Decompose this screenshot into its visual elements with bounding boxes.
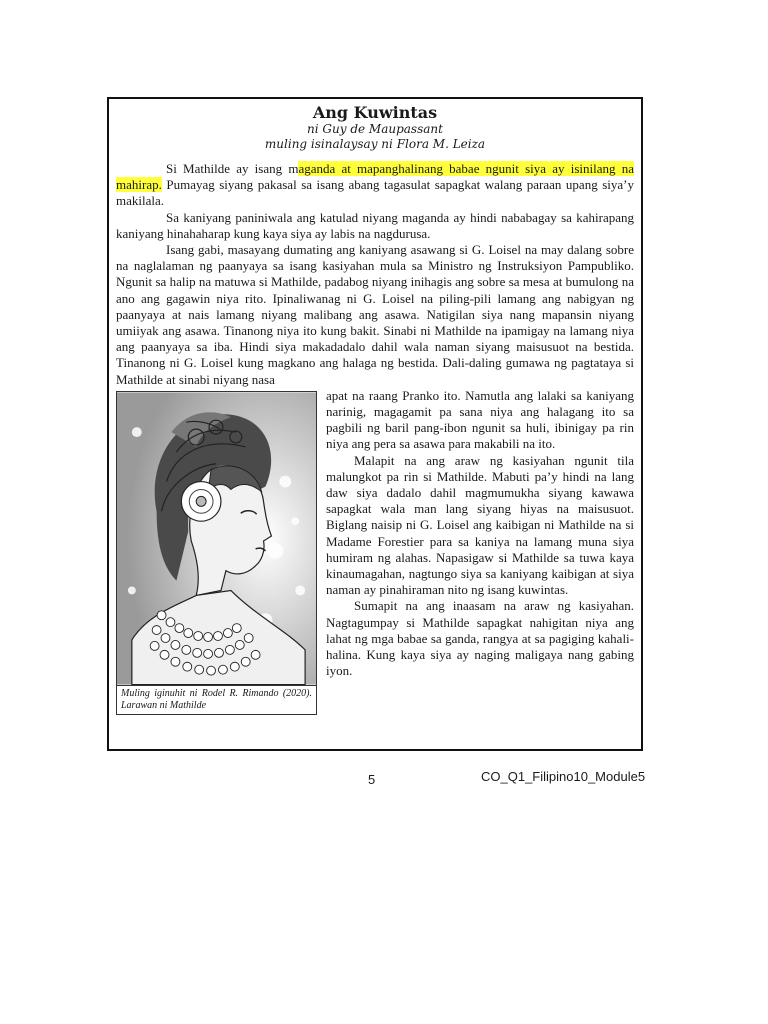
story-lower-section <box>109 388 641 715</box>
retold-line: muling isinalaysay ni Flora M. Leiza <box>264 137 486 151</box>
story-body-right <box>319 388 634 715</box>
author-line: ni Guy de Maupassant <box>307 122 443 136</box>
story-header <box>109 99 641 152</box>
paragraph-1 <box>116 161 634 210</box>
story-frame <box>107 97 643 751</box>
page-number: 5 <box>368 772 376 787</box>
figure-caption: Muling iginuhit ni Rodel R. Rimando (2020). Larawan ni Mathilde <box>116 686 317 715</box>
figure <box>116 391 319 715</box>
paragraph-1-lead: Si Mathilde ay isang m <box>166 161 299 176</box>
module-code: CO_Q1_Filipino10_Module5 <box>481 769 646 784</box>
paragraph-4: Malapit na ang araw ng kasiyahan ngunit tila malungkot pa rin si Mathilde. Mabuti pa’y hindi na lang daw siya dadalo dahil magmumukha siyang kawawa sapagkat wala man lang siyang hiyas na maisusuot. Biglang naisip ni G. Loisel ang kaibigan ni Mathilde na si Madame Forestier para sa kaniya na lamang muna siya humiram ng alahas. Napasigaw si Mathilde sa tuwa kaya kinaumagahan, nagtungo siya sa kaniyang kaibigan at siya naman ay pinahiraman nito ng isang kuwintas. <box>326 452 634 598</box>
flower-icon <box>181 481 221 521</box>
highlighted-text: aganda at mapanghalinang babae ngunit siya ay isinilang na mahirap. <box>116 161 634 193</box>
mathilde-illustration <box>116 391 317 686</box>
paragraph-3: Isang gabi, masayang dumating ang kaniyang asawang si G. Loisel na may dalang sobre na naglalaman ng paanyaya sa isang kasiyahan mula sa Ministro ng Instruksiyon Pampubliko. Ngunit sa halip na matuwa si Mathilde, padabog niyang inihagis ang sobre sa mesa at bumulong na ano ang gagawin niya rito. Ipinaliwanag ni G. Loisel na piling-pili lamang ang nabigyan ng paanyaya at nais lamang niyang malibang ang asawa. Natigilan siya nang mapansin niyang umiiyak ang asawa. Tinanong niya ito kung bakit. Sinabi ni Mathilde na ipamigay na lamang niya ang paanyaya sa iba. Hindi siya makadadalo dahil wala naman siyang maisusuot na bestida. Tinanong ni G. Loisel kung magkano ang halaga ng bestida. Dali-daling gumawa ng pagtataya si Mathilde at sinabi niyang nasa <box>116 242 634 387</box>
paragraph-1-rest: Pumayag siyang pakasal sa isang abang tagasulat sapagkat walang paraan upang siya’y makilala. <box>116 177 634 209</box>
story-title: Ang Kuwintas <box>312 103 438 122</box>
paragraph-5: Sumapit na ang inaasam na araw ng kasiyahan. Nagtagumpay si Mathilde sapagkat nahigitan niya ang lahat ng mga babae sa ganda, rangya at sa pagiging kahali-halina. Kung kaya siya ay naging maligaya nang gabing iyon. <box>326 598 634 679</box>
paragraph-2: Sa kaniyang paniniwala ang katulad niyang maganda ay hindi nababagay sa kahirapang kaniyang hinahaharap kung kaya siya ay labis na nagdurusa. <box>116 209 634 241</box>
story-body-top <box>109 161 641 388</box>
paragraph-3-continued: apat na raang Pranko ito. Namutla ang lalaki sa kaniyang narinig, magagamit pa sana niya ang halagang ito sa pagbili ng baril pang-ibon ngunit sa huli, ibinigay pa rin niya ang pera sa asawa para makabili na ito. <box>326 387 634 452</box>
